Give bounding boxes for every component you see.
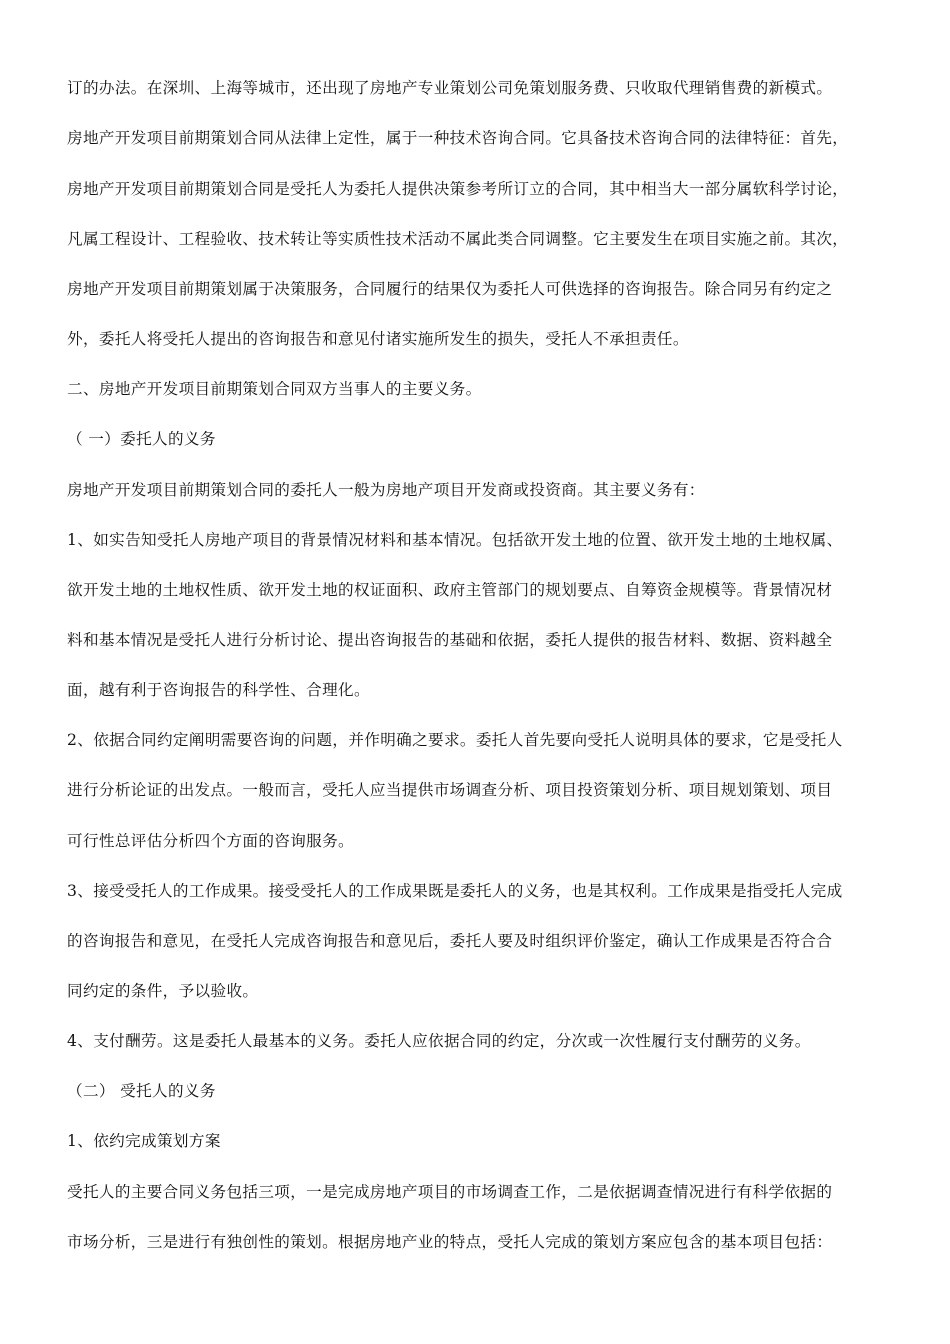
body-text-line: 房地产开发项目前期策划属于决策服务，合同履行的结果仅为委托人可供选择的咨询报告。除合同另有约定之 [67,280,833,298]
body-text-line: 可行性总评估分析四个方面的咨询服务。 [67,832,354,850]
body-text-line: 受托人的主要合同义务包括三项，一是完成房地产项目的市场调查工作，二是依据调查情况进行有科学依据的 [67,1183,833,1201]
body-text-line: 料和基本情况是受托人进行分析讨论、提出咨询报告的基础和依据，委托人提供的报告材料、数据、资料越全 [67,631,833,649]
list-item-line: 3、接受受托人的工作成果。接受受托人的工作成果既是委托人的义务，也是其权利。工作成果是指受托人完成 [67,882,843,900]
list-item-line: 2、依据合同约定阐明需要咨询的问题，并作明确之要求。委托人首先要向受托人说明具体的要求，它是受托人 [67,731,843,749]
body-text-line: 市场分析，三是进行有独创性的策划。根据房地产业的特点，受托人完成的策划方案应包含的基本项目包括： [67,1233,833,1251]
body-text-line: 房地产开发项目前期策划合同的委托人一般为房地产项目开发商或投资商。其主要义务有： [67,481,705,499]
body-text-line: 进行分析论证的出发点。一般而言，受托人应当提供市场调查分析、项目投资策划分析、项目规划策划、项目 [67,781,833,799]
body-text-line: 订的办法。在深圳、上海等城市，还出现了房地产专业策划公司免策划服务费、只收取代理销售费的新模式。 [67,79,833,97]
body-text-line: 外，委托人将受托人提出的咨询报告和意见付诸实施所发生的损失，受托人不承担责任。 [67,330,689,348]
subsection-heading: （ 一）委托人的义务 [67,430,216,448]
list-item-line: 4、支付酬劳。这是委托人最基本的义务。委托人应依据合同的约定，分次或一次性履行支付酬劳的义务。 [67,1032,811,1050]
list-item-line: 1、如实告知受托人房地产项目的背景情况材料和基本情况。包括欲开发土地的位置、欲开发土地的土地权属、 [67,531,843,549]
body-text-line: 的咨询报告和意见，在受托人完成咨询报告和意见后，委托人要及时组织评价鉴定，确认工作成果是否符合合 [67,932,833,950]
section-heading: 二、房地产开发项目前期策划合同双方当事人的主要义务。 [67,380,482,398]
body-text-line: 房地产开发项目前期策划合同从法律上定性，属于一种技术咨询合同。它具备技术咨询合同的法律特征：首先， [67,129,849,147]
body-text-line: 面，越有利于咨询报告的科学性、合理化。 [67,681,370,699]
subsection-heading: （二） 受托人的义务 [67,1082,216,1100]
body-text-line: 欲开发土地的土地权性质、欲开发土地的权证面积、政府主管部门的规划要点、自筹资金规模等。背景情况材 [67,581,833,599]
body-text-line: 同约定的条件，予以验收。 [67,982,259,1000]
body-text-line: 房地产开发项目前期策划合同是受托人为委托人提供决策参考所订立的合同，其中相当大一部分属软科学讨论， [67,180,849,198]
list-item-line: 1、依约完成策划方案 [67,1132,221,1150]
body-text-line: 凡属工程设计、工程验收、技术转让等实质性技术活动不属此类合同调整。它主要发生在项目实施之前。其次， [67,230,849,248]
